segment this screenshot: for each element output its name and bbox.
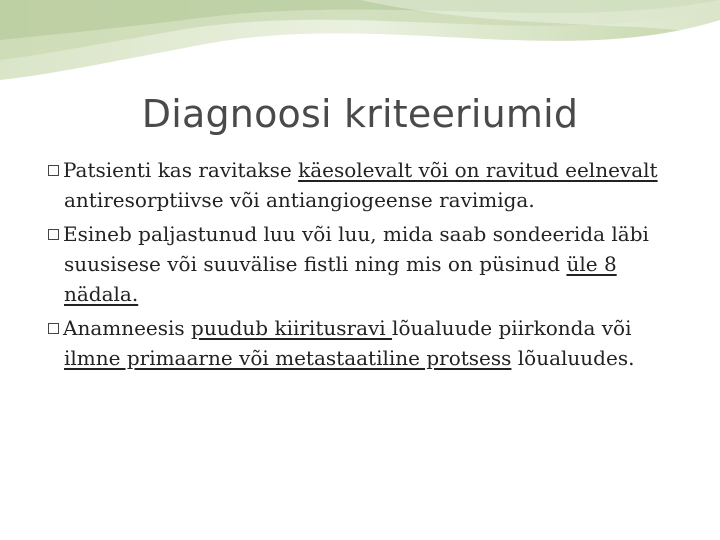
bullet-text: antiresorptiivse või antiangiogeense ravimiga.: [64, 188, 535, 212]
bullet-glyph-icon: [48, 323, 59, 334]
bullet-text: lõualuudes.: [511, 346, 635, 370]
bullet-item: [48, 155, 688, 215]
bullet-text: Esineb paljastunud luu või luu, mida saab sondeerida läbi suusisese või suuvälise fistli ning mis on püsinud: [63, 222, 649, 276]
underlined-text: puudub kiiritusravi: [191, 316, 393, 340]
bullet-item: [48, 219, 688, 309]
underlined-text: käesolevalt või on ravitud eelnevalt: [298, 158, 658, 182]
bullet-text: lõualuude piirkonda või: [392, 316, 632, 340]
slide-title: Diagnoosi kriteeriumid: [141, 92, 579, 136]
bullet-glyph-icon: [48, 229, 59, 240]
underlined-text: ilmne primaarne või metastaatiline protsess: [64, 346, 512, 370]
underlined-text: üle 8 nädala.: [64, 252, 617, 306]
bullet-item: [48, 313, 688, 373]
bullet-text: Anamneesis: [63, 316, 192, 340]
header-wave-decoration: [0, 0, 720, 80]
bullet-glyph-icon: [48, 165, 59, 176]
bullet-text: Patsienti kas ravitakse: [63, 158, 299, 182]
slide-body: [48, 155, 688, 377]
